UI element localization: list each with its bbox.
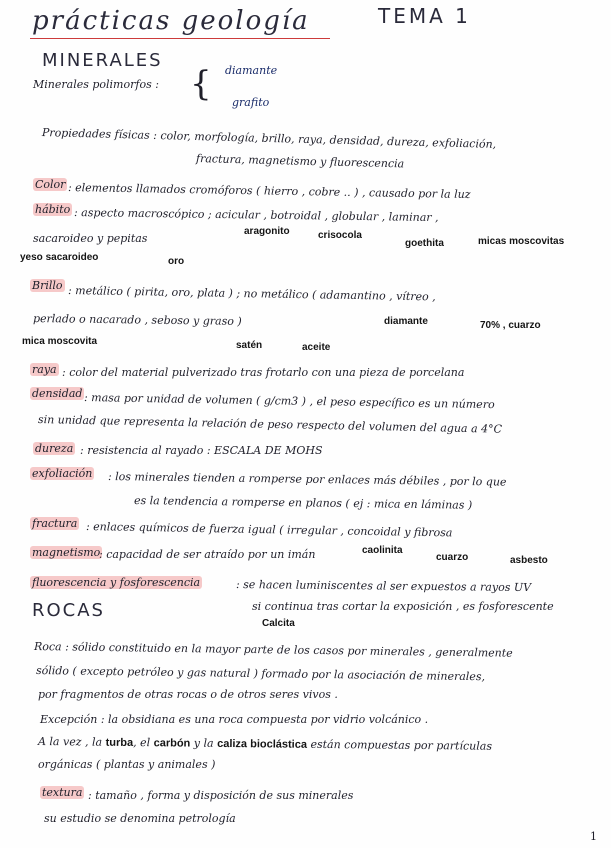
page-title: prácticas geología <box>32 6 310 36</box>
title-underline <box>30 38 330 39</box>
topic-label: TEMA 1 <box>378 4 471 28</box>
brillo-example-aceite: aceite <box>302 342 331 353</box>
habito-line-2: sacaroideo y pepitas <box>33 232 148 245</box>
magnetismo-example-cuarzo: cuarzo <box>436 552 469 563</box>
term-fractura: fractura <box>32 517 78 530</box>
term-densidad: densidad <box>32 387 83 400</box>
rocas-p3-turba: turba <box>105 736 134 749</box>
rocas-p1-line-1: Roca : sólido constituido en la mayor parte de los casos por minerales , generalmente <box>33 640 513 660</box>
term-color: Color <box>35 178 66 191</box>
term-fluorescencia: fluorescencia y fosforescencia <box>32 576 201 589</box>
def-dureza: : resistencia al rayado : ESCALA DE MOHS <box>80 444 323 457</box>
habito-example-oro: oro <box>168 256 185 267</box>
def-textura: : tamaño , forma y disposición de sus minerales <box>88 789 354 802</box>
propiedades-line-2: fractura, magnetismo y fluorescencia <box>195 152 405 171</box>
textura-line-2: su estudio se denomina petrología <box>44 812 236 825</box>
habito-example-crisocola: crisocola <box>318 230 362 241</box>
def-brillo: : metálico ( pirita, oro, plata ) ; no metálico ( adamantino , vítreo , <box>67 284 436 304</box>
rocas-p1-line-3: por fragmentos de otras rocas o de otros seres vivos . <box>38 688 338 701</box>
term-brillo: Brillo <box>32 279 63 292</box>
rocas-p3-text-c: , el <box>133 735 151 750</box>
rocas-p3-text-e: y la <box>193 736 214 750</box>
fluorescencia-example-calcita: Calcita <box>262 618 295 629</box>
densidad-line-2: sin unidad que representa la relación de peso respecto del volumen del agua a 4°C <box>37 413 503 436</box>
exfoliacion-line-2: es la tendencia a romperse en planos ( ej : mica en láminas ) <box>133 494 473 512</box>
def-color: : elementos llamados cromóforos ( hierro , cobre .. ) , causado por la luz <box>67 181 471 202</box>
def-fractura: : enlaces químicos de fuerza igual ( irregular , concoidal y fibrosa <box>85 520 453 540</box>
habito-example-aragonito: aragonito <box>244 226 290 237</box>
term-magnetismo: magnetismo <box>32 546 101 559</box>
brillo-line-2: perlado o nacarado , seboso y graso ) <box>32 312 242 328</box>
def-raya: : color del material pulverizado tras frotarlo con una pieza de porcelana <box>62 366 465 379</box>
habito-example-goethita: goethita <box>405 238 444 249</box>
term-textura: textura <box>42 786 83 799</box>
rocas-p3-text-a: A la vez , la <box>37 735 103 749</box>
rocas-p1-line-2: sólido ( excepto petróleo y gas natural ) formado por la asociación de minerales, <box>35 664 486 684</box>
rocas-p3-line-2: orgánicas ( plantas y animales ) <box>38 758 216 771</box>
term-dureza: dureza <box>35 442 74 455</box>
def-fluorescencia: : se hacen luminiscentes al ser expuestos a rayos UV <box>235 578 532 595</box>
rocas-p3-caliza: caliza bioclástica <box>217 737 308 751</box>
def-habito: : aspecto macroscópico ; acicular , botroidal , globular , laminar , <box>73 206 439 225</box>
term-raya: raya <box>32 363 57 376</box>
magnetismo-example-asbesto: asbesto <box>510 555 548 566</box>
section-heading-rocas: ROCAS <box>32 600 105 621</box>
brillo-example-saten: satén <box>236 340 263 351</box>
habito-example-micas: micas moscovitas <box>478 236 565 247</box>
rocas-p3-text-g: están compuestas por partículas <box>310 737 493 753</box>
term-habito: hábito <box>35 203 71 216</box>
propiedades-line-1: Propiedades físicas : color, morfología, brillo, raya, densidad, dureza, exfoliación, <box>41 126 497 151</box>
polimorfos-label: Minerales polimorfos : <box>33 78 159 91</box>
rocas-p3-line-1 <box>38 735 492 753</box>
habito-example-yeso: yeso sacaroideo <box>20 252 99 263</box>
brace-glyph: { <box>190 64 212 104</box>
def-magnetismo: : capacidad de ser atraído por un imán <box>99 548 316 561</box>
rocas-p3-carbon: carbón <box>153 737 191 750</box>
section-heading-minerales: MINERALES <box>42 50 163 71</box>
fluorescencia-line-2: si continua tras cortar la exposición , es fosforescente <box>252 600 554 613</box>
polimorfo-grafito: grafito <box>232 96 270 109</box>
brillo-example-cuarzo: 70% , cuarzo <box>480 320 541 331</box>
page-number: 1 <box>590 830 597 843</box>
polimorfo-diamante: diamante <box>225 64 278 77</box>
magnetismo-example-caolinita: caolinita <box>362 545 403 556</box>
term-exfoliacion: exfoliación <box>32 467 93 480</box>
rocas-p2-line-1: Excepción : la obsidiana es una roca compuesta por vidrio volcánico . <box>40 713 429 726</box>
brillo-example-diamante: diamante <box>384 316 428 327</box>
brillo-example-mica: mica moscovita <box>22 336 98 347</box>
def-exfoliacion: : los minerales tienden a romperse por enlaces más débiles , por lo que <box>107 470 507 489</box>
def-densidad: : masa por unidad de volumen ( g/cm3 ) , el peso específico es un número <box>83 391 495 412</box>
